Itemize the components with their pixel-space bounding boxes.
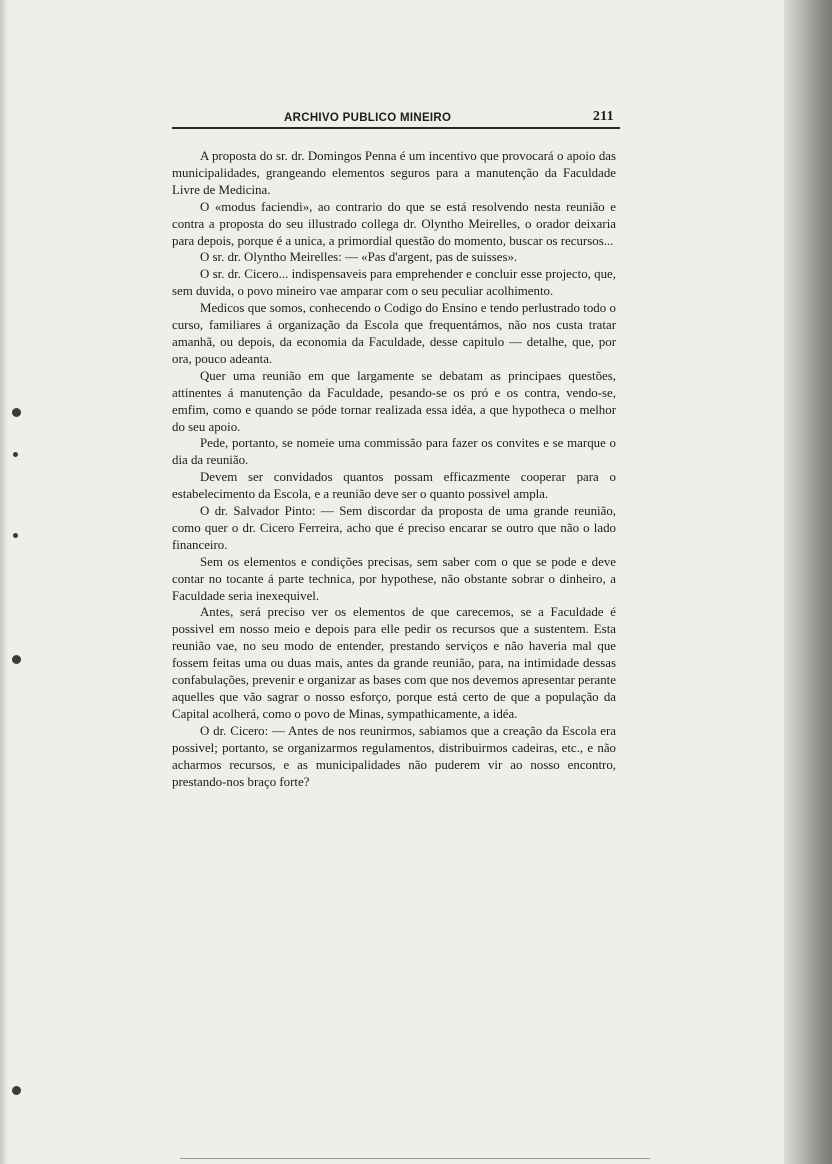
- paragraph: Sem os elementos e condições precisas, sem saber com o que se pode e deve contar no tocante á parte technica, por hypothese, não obstante sobrar o dinheiro, a Faculdade seria inexequivel.: [172, 554, 616, 603]
- scan-left-edge: [0, 0, 8, 1164]
- running-header: [172, 109, 620, 129]
- paragraph: O dr. Salvador Pinto: — Sem discordar da proposta de uma grande reunião, como quer o dr. Cicero Ferreira, acho que é preciso encarar se outro que não o lado financeiro.: [172, 504, 616, 552]
- paragraph: Devem ser convidados quantos possam efficazmente cooperar para o estabelecimento da Escola, e a reunião deve ser o quanto possivel ampla.: [172, 470, 616, 502]
- scan-bottom-line: [180, 1158, 650, 1159]
- body-text: [172, 148, 616, 790]
- scan-right-edge: [784, 0, 832, 1164]
- paragraph: Pede, portanto, se nomeie uma commissão para fazer os convites e se marque o dia da reunião.: [172, 436, 616, 468]
- paragraph: A proposta do sr. dr. Domingos Penna é um incentivo que provocará o apoio das municipalidades, grangeando elementos seguros para a manutenção da Faculdade Livre de Medicina.: [172, 149, 616, 197]
- paragraph: Quer uma reunião em que largamente se debatam as principaes questões, attinentes á manutenção da Faculdade, pesando-se os pró e os contra, vendo-se, emfim, como e quando se póde tornar realizada essa idéa, a que hypotheca o melhor do seu apoio.: [172, 368, 616, 434]
- binding-hole-mark: [12, 655, 21, 664]
- paragraph: Antes, será preciso ver os elementos de que carecemos, se a Faculdade é possivel em nosso meio e depois para elle pedir os recursos que a sustentem. Esta reunião vae, no seu modo de entender, prestando serviços e não haveria mal que fossem feitas uma ou duas mais, antes da grande reunião, para, na intimidade dessas confabulações, prevenir e organizar as bases com que nos devemos apresentar perante aquelles que vão sagrar o nosso esforço, porque está certo de que a população da Capital acolherá, como o povo de Minas, sympathicamente, a idéa.: [172, 605, 616, 721]
- paragraph: O «modus faciendi», ao contrario do que se está resolvendo nesta reunião e contra a proposta do seu illustrado collega dr. Olyntho Meirelles, o orador deixaria para depois, porque é a unica, a primordial questão do momento, buscar os recursos...: [172, 199, 616, 248]
- page-number: 211: [592, 109, 614, 124]
- binding-hole-mark: [13, 452, 18, 457]
- paragraph: Medicos que somos, conhecendo o Codigo do Ensino e tendo perlustrado todo o curso, familiares á organização da Escola que frequentámos, não nos custa tratar amanhã, ou depois, da economia da Faculdade, desse capitulo — detalhe, que, por ora, pouco adeanta.: [172, 301, 616, 366]
- binding-hole-mark: [12, 1086, 21, 1095]
- paragraph: O dr. Cicero: — Antes de nos reunirmos, sabiamos que a creação da Escola era possivel; portanto, se organizarmos regulamentos, distribuirmos cadeiras, etc., e não acharmos recursos, e as municipalidades não puderem vir ao nosso encontro, prestando-nos braço forte?: [172, 723, 616, 789]
- binding-hole-mark: [13, 533, 18, 538]
- binding-hole-mark: [12, 408, 21, 417]
- paragraph: O sr. dr. Cicero... indispensaveis para emprehender e concluir esse projecto, que, sem duvida, o povo mineiro vae amparar com o seu peculiar acolhimento.: [172, 267, 616, 299]
- header-title: ARCHIVO PUBLICO MINEIRO: [284, 112, 452, 124]
- paragraph: O sr. dr. Olyntho Meirelles: — «Pas d'argent, pas de suisses».: [200, 250, 518, 265]
